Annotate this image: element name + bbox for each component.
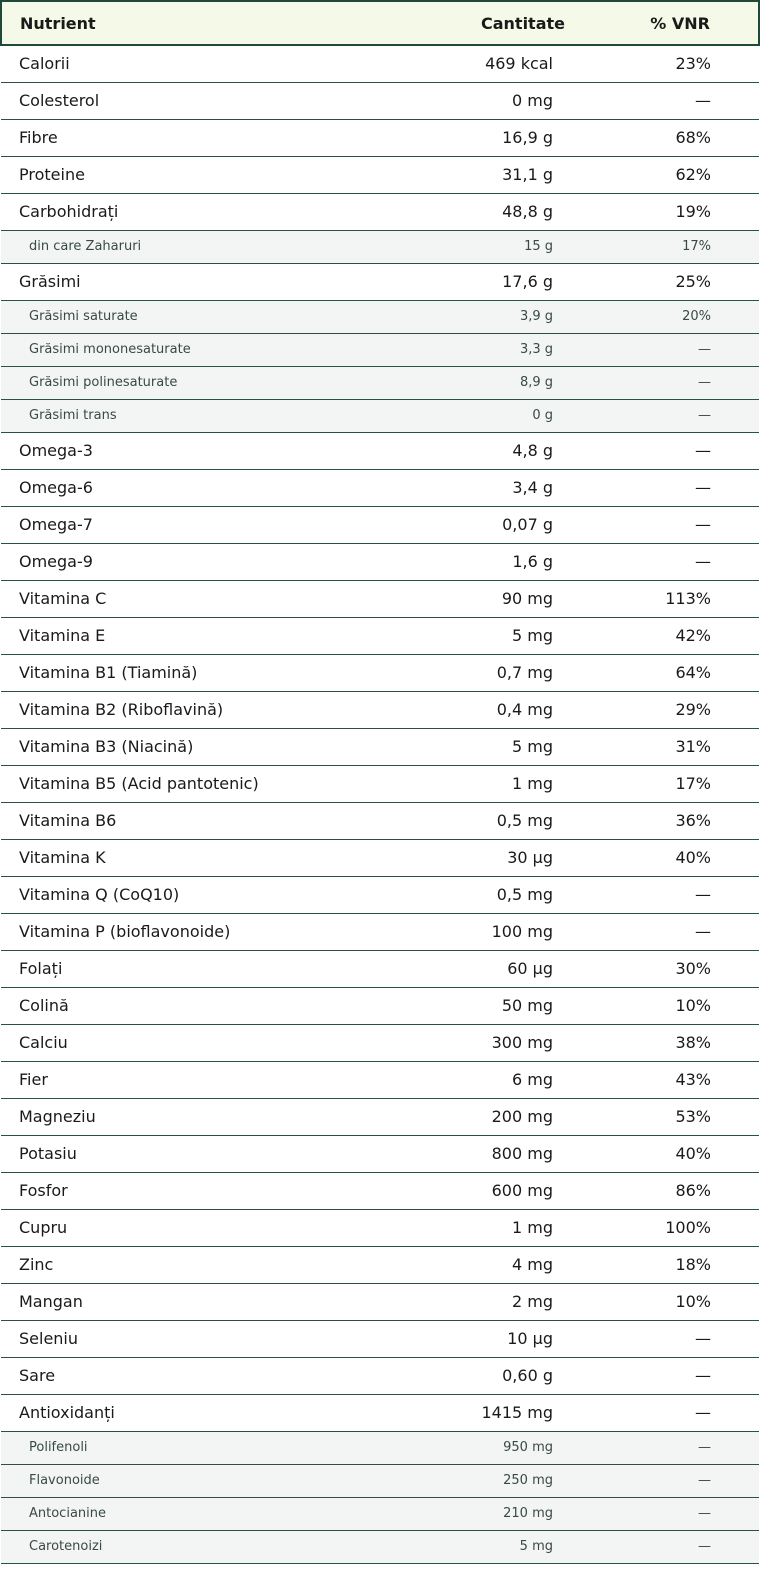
header-vnr: % VNR (569, 1, 759, 45)
nutrient-name: Polifenoli (1, 1431, 417, 1464)
table-row (1, 1320, 759, 1357)
table-row (1, 691, 759, 728)
nutrient-name: Vitamina B2 (Riboflavină) (1, 691, 417, 728)
table-row (1, 156, 759, 193)
table-subrow (1, 1530, 759, 1563)
table-row (1, 1209, 759, 1246)
table-subrow (1, 366, 759, 399)
nutrient-name: Vitamina B6 (1, 802, 417, 839)
nutrient-vnr: — (569, 1464, 759, 1497)
nutrient-vnr: 42% (569, 617, 759, 654)
nutrient-name: Colină (1, 987, 417, 1024)
nutrient-quantity: 90 mg (417, 580, 569, 617)
nutrient-name: Grăsimi mononesaturate (1, 333, 417, 366)
nutrient-quantity: 0,7 mg (417, 654, 569, 691)
table-row (1, 1135, 759, 1172)
table-row (1, 469, 759, 506)
nutrient-quantity: 100 mg (417, 913, 569, 950)
table-row (1, 119, 759, 156)
nutrient-vnr: 30% (569, 950, 759, 987)
table-row (1, 543, 759, 580)
nutrient-vnr: — (569, 432, 759, 469)
nutrient-vnr: 64% (569, 654, 759, 691)
nutrient-vnr: 40% (569, 839, 759, 876)
nutrient-quantity: 10 µg (417, 1320, 569, 1357)
nutrient-vnr: 18% (569, 1246, 759, 1283)
nutrient-name: Vitamina B5 (Acid pantotenic) (1, 765, 417, 802)
nutrient-quantity: 5 mg (417, 617, 569, 654)
nutrient-name: Vitamina K (1, 839, 417, 876)
nutrient-vnr: 62% (569, 156, 759, 193)
nutrient-vnr: — (569, 1357, 759, 1394)
nutrient-quantity: 1 mg (417, 765, 569, 802)
nutrient-quantity: 4 mg (417, 1246, 569, 1283)
nutrient-vnr: — (569, 366, 759, 399)
nutrient-name: Calorii (1, 45, 417, 82)
nutrient-name: Vitamina E (1, 617, 417, 654)
table-row (1, 1172, 759, 1209)
nutrient-name: Magneziu (1, 1098, 417, 1135)
nutrient-vnr: 86% (569, 1172, 759, 1209)
nutrient-vnr: 17% (569, 765, 759, 802)
nutrient-name: Vitamina C (1, 580, 417, 617)
nutrient-name: Vitamina B3 (Niacină) (1, 728, 417, 765)
nutrient-name: Mangan (1, 1283, 417, 1320)
nutrient-vnr: — (569, 82, 759, 119)
table-subrow (1, 1431, 759, 1464)
nutrient-name: Antocianine (1, 1497, 417, 1530)
table-header (1, 1, 759, 45)
table-row (1, 1283, 759, 1320)
table-row (1, 617, 759, 654)
nutrient-name: Carotenoizi (1, 1530, 417, 1563)
nutrient-vnr: 40% (569, 1135, 759, 1172)
table-row (1, 263, 759, 300)
table-row (1, 193, 759, 230)
nutrient-quantity: 0,4 mg (417, 691, 569, 728)
nutrient-quantity: 0,5 mg (417, 876, 569, 913)
nutrient-vnr: — (569, 543, 759, 580)
nutrient-name: Seleniu (1, 1320, 417, 1357)
nutrient-quantity: 3,9 g (417, 300, 569, 333)
table-row (1, 45, 759, 82)
nutrient-name: Grăsimi trans (1, 399, 417, 432)
nutrient-vnr: 43% (569, 1061, 759, 1098)
nutrient-name: Omega-3 (1, 432, 417, 469)
nutrient-quantity: 0 mg (417, 82, 569, 119)
nutrient-name: Potasiu (1, 1135, 417, 1172)
nutrient-quantity: 15 g (417, 230, 569, 263)
nutrient-quantity: 800 mg (417, 1135, 569, 1172)
nutrient-vnr: 100% (569, 1209, 759, 1246)
nutrient-name: Omega-9 (1, 543, 417, 580)
nutrient-vnr: 53% (569, 1098, 759, 1135)
nutrient-quantity: 8,9 g (417, 366, 569, 399)
nutrient-vnr: 31% (569, 728, 759, 765)
nutrient-name: Antioxidanți (1, 1394, 417, 1431)
nutrient-quantity: 300 mg (417, 1024, 569, 1061)
nutrient-quantity: 2 mg (417, 1283, 569, 1320)
nutrient-vnr: — (569, 1320, 759, 1357)
nutrient-quantity: 950 mg (417, 1431, 569, 1464)
nutrient-quantity: 1415 mg (417, 1394, 569, 1431)
nutrient-name: Omega-7 (1, 506, 417, 543)
nutrient-name: Sare (1, 1357, 417, 1394)
nutrient-quantity: 0 g (417, 399, 569, 432)
nutrient-quantity: 5 mg (417, 728, 569, 765)
nutrient-name: Colesterol (1, 82, 417, 119)
nutrient-quantity: 0,07 g (417, 506, 569, 543)
nutrient-name: Flavonoide (1, 1464, 417, 1497)
nutrient-quantity: 48,8 g (417, 193, 569, 230)
table-row (1, 1357, 759, 1394)
nutrient-vnr: — (569, 469, 759, 506)
table-subrow (1, 1497, 759, 1530)
nutrient-vnr: 38% (569, 1024, 759, 1061)
table-subrow (1, 230, 759, 263)
table-body (1, 45, 759, 1563)
nutrient-name: Folați (1, 950, 417, 987)
nutrient-vnr: 36% (569, 802, 759, 839)
nutrient-quantity: 50 mg (417, 987, 569, 1024)
table-subrow (1, 399, 759, 432)
nutrient-name: Cupru (1, 1209, 417, 1246)
nutrient-quantity: 17,6 g (417, 263, 569, 300)
nutrient-name: Fosfor (1, 1172, 417, 1209)
table-row (1, 1024, 759, 1061)
table-subrow (1, 1464, 759, 1497)
header-nutrient: Nutrient (1, 1, 417, 45)
table-row (1, 1098, 759, 1135)
table-row (1, 765, 759, 802)
table-row (1, 802, 759, 839)
nutrient-vnr: 10% (569, 1283, 759, 1320)
table-row (1, 506, 759, 543)
nutrient-name: din care Zaharuri (1, 230, 417, 263)
nutrient-vnr: 17% (569, 230, 759, 263)
nutrient-vnr: 23% (569, 45, 759, 82)
nutrient-quantity: 16,9 g (417, 119, 569, 156)
nutrient-name: Proteine (1, 156, 417, 193)
nutrient-vnr: — (569, 1394, 759, 1431)
table-row (1, 654, 759, 691)
nutrient-name: Fier (1, 1061, 417, 1098)
table-row (1, 728, 759, 765)
table-row (1, 580, 759, 617)
nutrient-vnr: 20% (569, 300, 759, 333)
table-row (1, 913, 759, 950)
nutrient-quantity: 5 mg (417, 1530, 569, 1563)
nutrient-name: Omega-6 (1, 469, 417, 506)
nutrient-quantity: 0,60 g (417, 1357, 569, 1394)
nutrient-vnr: — (569, 876, 759, 913)
nutrient-quantity: 30 µg (417, 839, 569, 876)
nutrient-quantity: 1,6 g (417, 543, 569, 580)
nutrient-name: Grăsimi saturate (1, 300, 417, 333)
nutrient-quantity: 4,8 g (417, 432, 569, 469)
nutrient-name: Grăsimi (1, 263, 417, 300)
nutrient-vnr: — (569, 913, 759, 950)
table-row (1, 432, 759, 469)
nutrient-name: Calciu (1, 1024, 417, 1061)
nutrient-quantity: 31,1 g (417, 156, 569, 193)
nutrient-name: Grăsimi polinesaturate (1, 366, 417, 399)
nutrient-vnr: 10% (569, 987, 759, 1024)
nutrient-quantity: 3,3 g (417, 333, 569, 366)
nutrient-vnr: — (569, 506, 759, 543)
table-subrow (1, 300, 759, 333)
table-row (1, 1061, 759, 1098)
nutrient-name: Vitamina Q (CoQ10) (1, 876, 417, 913)
nutrient-quantity: 60 µg (417, 950, 569, 987)
nutrient-vnr: 68% (569, 119, 759, 156)
nutrient-name: Vitamina B1 (Tiamină) (1, 654, 417, 691)
nutrient-quantity: 210 mg (417, 1497, 569, 1530)
nutrient-quantity: 469 kcal (417, 45, 569, 82)
nutrient-vnr: — (569, 399, 759, 432)
nutrient-vnr: — (569, 333, 759, 366)
header-quantity: Cantitate (417, 1, 569, 45)
nutrient-vnr: — (569, 1497, 759, 1530)
nutrient-quantity: 3,4 g (417, 469, 569, 506)
nutrient-quantity: 200 mg (417, 1098, 569, 1135)
header-row (1, 1, 759, 45)
nutrient-quantity: 6 mg (417, 1061, 569, 1098)
nutrient-name: Vitamina P (bioflavonoide) (1, 913, 417, 950)
nutrient-vnr: 25% (569, 263, 759, 300)
table-subrow (1, 333, 759, 366)
nutrient-name: Zinc (1, 1246, 417, 1283)
nutrient-quantity: 600 mg (417, 1172, 569, 1209)
table-row (1, 987, 759, 1024)
nutrient-name: Fibre (1, 119, 417, 156)
nutrient-vnr: — (569, 1530, 759, 1563)
nutrient-quantity: 250 mg (417, 1464, 569, 1497)
nutrient-quantity: 0,5 mg (417, 802, 569, 839)
table-row (1, 1394, 759, 1431)
nutrient-name: Carbohidrați (1, 193, 417, 230)
table-row (1, 876, 759, 913)
nutrient-vnr: 29% (569, 691, 759, 728)
table-row (1, 839, 759, 876)
table-row (1, 82, 759, 119)
nutrient-vnr: 113% (569, 580, 759, 617)
table-row (1, 950, 759, 987)
nutrient-vnr: 19% (569, 193, 759, 230)
table-row (1, 1246, 759, 1283)
nutrient-quantity: 1 mg (417, 1209, 569, 1246)
nutrient-vnr: — (569, 1431, 759, 1464)
